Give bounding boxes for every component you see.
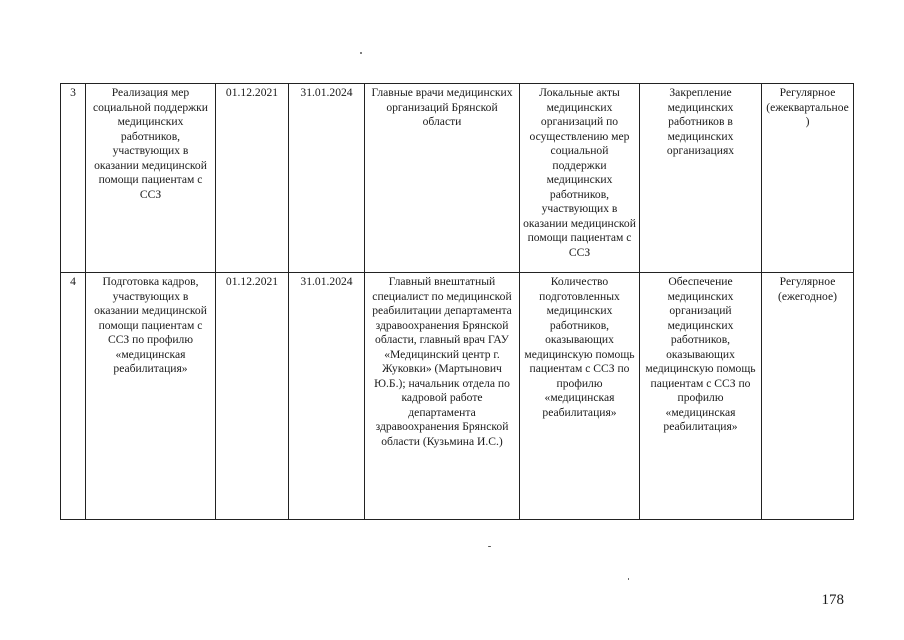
result-cell: Обеспечение медицинских организаций медицинских работников, оказывающих медицинскую помощь пациентам с ССЗ по профилю «медицинская реабилитация» [640, 273, 762, 520]
scan-speck [488, 546, 491, 547]
scan-speck [628, 578, 629, 580]
row-number: 4 [61, 273, 86, 520]
start-date-cell: 01.12.2021 [216, 84, 289, 273]
page-number: 178 [821, 592, 844, 608]
result-cell: Закрепление медицинских работников в медицинских организациях [640, 84, 762, 273]
row-number: 3 [61, 84, 86, 273]
start-date-cell: 01.12.2021 [216, 273, 289, 520]
end-date-cell: 31.01.2024 [289, 84, 365, 273]
frequency-cell: Регулярное (ежеквартальное) [762, 84, 854, 273]
responsible-cell: Главные врачи медицинских организаций Брянской области [365, 84, 520, 273]
frequency-cell: Регулярное (ежегодное) [762, 273, 854, 520]
task-cell: Подготовка кадров, участвующих в оказании медицинской помощи пациентам с ССЗ по профилю «медицинская реабилитация» [86, 273, 216, 520]
task-cell: Реализация мер социальной поддержки медицинских работников, участвующих в оказании медицинской помощи пациентам с ССЗ [86, 84, 216, 273]
indicator-cell: Локальные акты медицинских организаций по осуществлению мер социальной поддержки медицинских работников, участвующих в оказании медицинской помощи пациентам с ССЗ [520, 84, 640, 273]
table-row [61, 273, 854, 520]
end-date-cell: 31.01.2024 [289, 273, 365, 520]
scan-speck [360, 52, 362, 54]
plan-table [60, 83, 854, 520]
indicator-cell: Количество подготовленных медицинских работников, оказывающих медицинскую помощь пациентам с ССЗ по профилю «медицинская реабилитация» [520, 273, 640, 520]
table-row [61, 84, 854, 273]
responsible-cell: Главный внештатный специалист по медицинской реабилитации департамента здравоохранения Брянской области, главный врач ГАУ «Медицинский центр г. Жуковки» (Мартынович Ю.Б.); начальник отдела по кадровой работе департамента здравоохранения Брянской области (Кузьмина И.С.) [365, 273, 520, 520]
